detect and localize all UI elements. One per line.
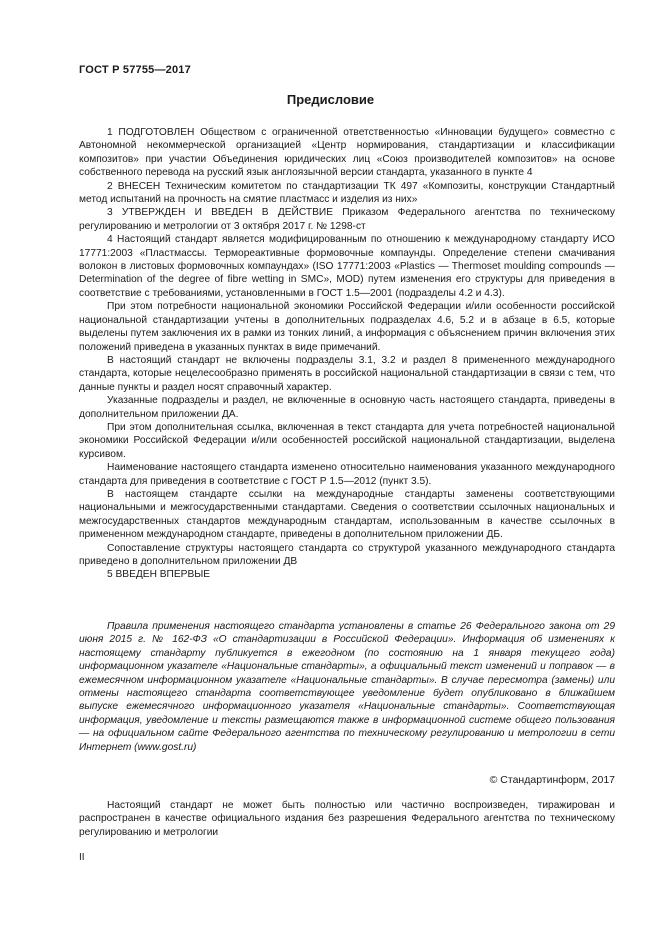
paragraph-5: 5 ВВЕДЕН ВПЕРВЫЕ — [107, 569, 211, 581]
paragraph-3: 3 УТВЕРЖДЕН И ВВЕДЕН В ДЕЙСТВИЕ Приказом Федерального агентства по техническому регулированию и метрологии от 3 октября 2017 г. № 1298-ст — [79, 207, 615, 232]
copyright-line: © Стандартинформ, 2017 — [489, 774, 615, 786]
reproduction-text: Настоящий стандарт не может быть полностью или частично воспроизведен, тиражирован и распространен в качестве официального издания без разрешения Федерального агентства по техническому регулированию и метрологии — [79, 800, 615, 838]
reproduction-notice — [79, 799, 615, 839]
page-number: II — [79, 852, 85, 863]
paragraph-4: 4 Настоящий стандарт является модифицированным по отношению к международному стандарту ИСО 17771:2003 «Пластмассы. Термореактивные формовочные компаунды. Определение степени смачивания волокон в листовых формовочных компаундах» (ISO 17771:2003 «Plastics — Thermoset moulding compounds — Determination of the degree of fibre wetting in SMC», MOD) путем изменения его структуры для приведения в соответствие с требованиями, установленными в ГОСТ 1.5—2001 (подразделы 4.2 и 4.3). — [79, 234, 615, 299]
paragraph-1: 1 ПОДГОТОВЛЕН Обществом с ограниченной ответственностью «Инновации будущего» совместно с Автономной некоммерческой организацией «Центр нормирования, стандартизации и классификации композитов» при участии Объединения юридических лиц «Союз производителей композитов» на основе собственного перевода на русский язык англоязычной версии стандарта, указанного в пункте 4 — [79, 127, 615, 179]
paragraph-4-excluded-sections: В настоящий стандарт не включены подразделы 3.1, 3.2 и раздел 8 примененного международного стандарта, которые нецелесообразно применять в российской национальной стандартизации в связи с тем, что данные пункты и раздел носят справочный характер. — [79, 354, 615, 393]
paragraph-4-structure-comparison: Сопоставление структуры настоящего стандарта со структурой указанного международного стандарта приведено в дополнительном приложении ДВ — [79, 542, 615, 567]
paragraph-4-appendix-da: Указанные подразделы и раздел, не включенные в основную часть настоящего стандарта, приведены в дополнительном приложении ДА. — [79, 395, 615, 420]
paragraph-4-references-replaced: В настоящем стандарте ссылки на международные стандарты заменены соответствующими национальными и межгосударственными стандартами. Сведения о соответствии ссылочных национальных и межгосударственных стандартов международным стандартам, использованным в качестве ссылочных в примененном международном стандарте, приведены в дополнительном приложении ДБ. — [79, 488, 615, 541]
foreword-body — [79, 126, 615, 582]
standard-id-header: ГОСТ Р 57755—2017 — [79, 64, 191, 76]
paragraph-4-italic-reference: При этом дополнительная ссылка, включенная в текст стандарта для учета потребностей национальной экономики Российской Федерации и/или особенностей российской национальной стандартизации, выделена курсивом. — [79, 421, 615, 460]
paragraph-2: 2 ВНЕСЕН Техническим комитетом по стандартизации ТК 497 «Композиты, конструкции Стандартный метод испытаний на прочность на смятие пластмасс и изделия из них» — [79, 180, 615, 206]
page-title: Предисловие — [286, 92, 375, 107]
application-rules-notice — [79, 620, 615, 754]
notice-text: Правила применения настоящего стандарта установлены в статье 26 Федерального закона от 29 июня 2015 г. № 162-ФЗ «О стандартизации в Российской Федерации». Информация об изменениях к настоящему стандарту публикуется в ежегодном (по состоянию на 1 января текущего года) информационном указателе «Национальные стандарты», а официальный текст изменений и поправок — в ежемесячном информационном указателе «Национальные стандарты». В случае пересмотра (замены) или отмены настоящего стандарта соответствующее уведомление будет опубликовано в ближайшем выпуске ежемесячного информационного указателя «Национальные стандарты». Соответствующая информация, уведомление и тексты размещаются также в информационной системе общего пользования — на официальном сайте Федерального агентства по техническому регулированию и метрологии в сети Интернет (www.gost.ru) — [79, 621, 615, 753]
paragraph-4-name-change: Наименование настоящего стандарта изменено относительно наименования указанного международного стандарта для приведения в соответствие с ГОСТ Р 1.5—2012 (пункт 3.5). — [79, 462, 615, 487]
paragraph-4-national-needs: При этом потребности национальной экономики Российской Федерации и/или особенности российской национальной стандартизации учтены в дополнительных подразделах 4.6, 5.2 и в абзаце в 6.5, которые выделены путем заключения их в рамки из тонких линий, а информация с объяснением причин включения этих положений приведена в указанных пунктах в виде примечаний. — [79, 301, 615, 353]
